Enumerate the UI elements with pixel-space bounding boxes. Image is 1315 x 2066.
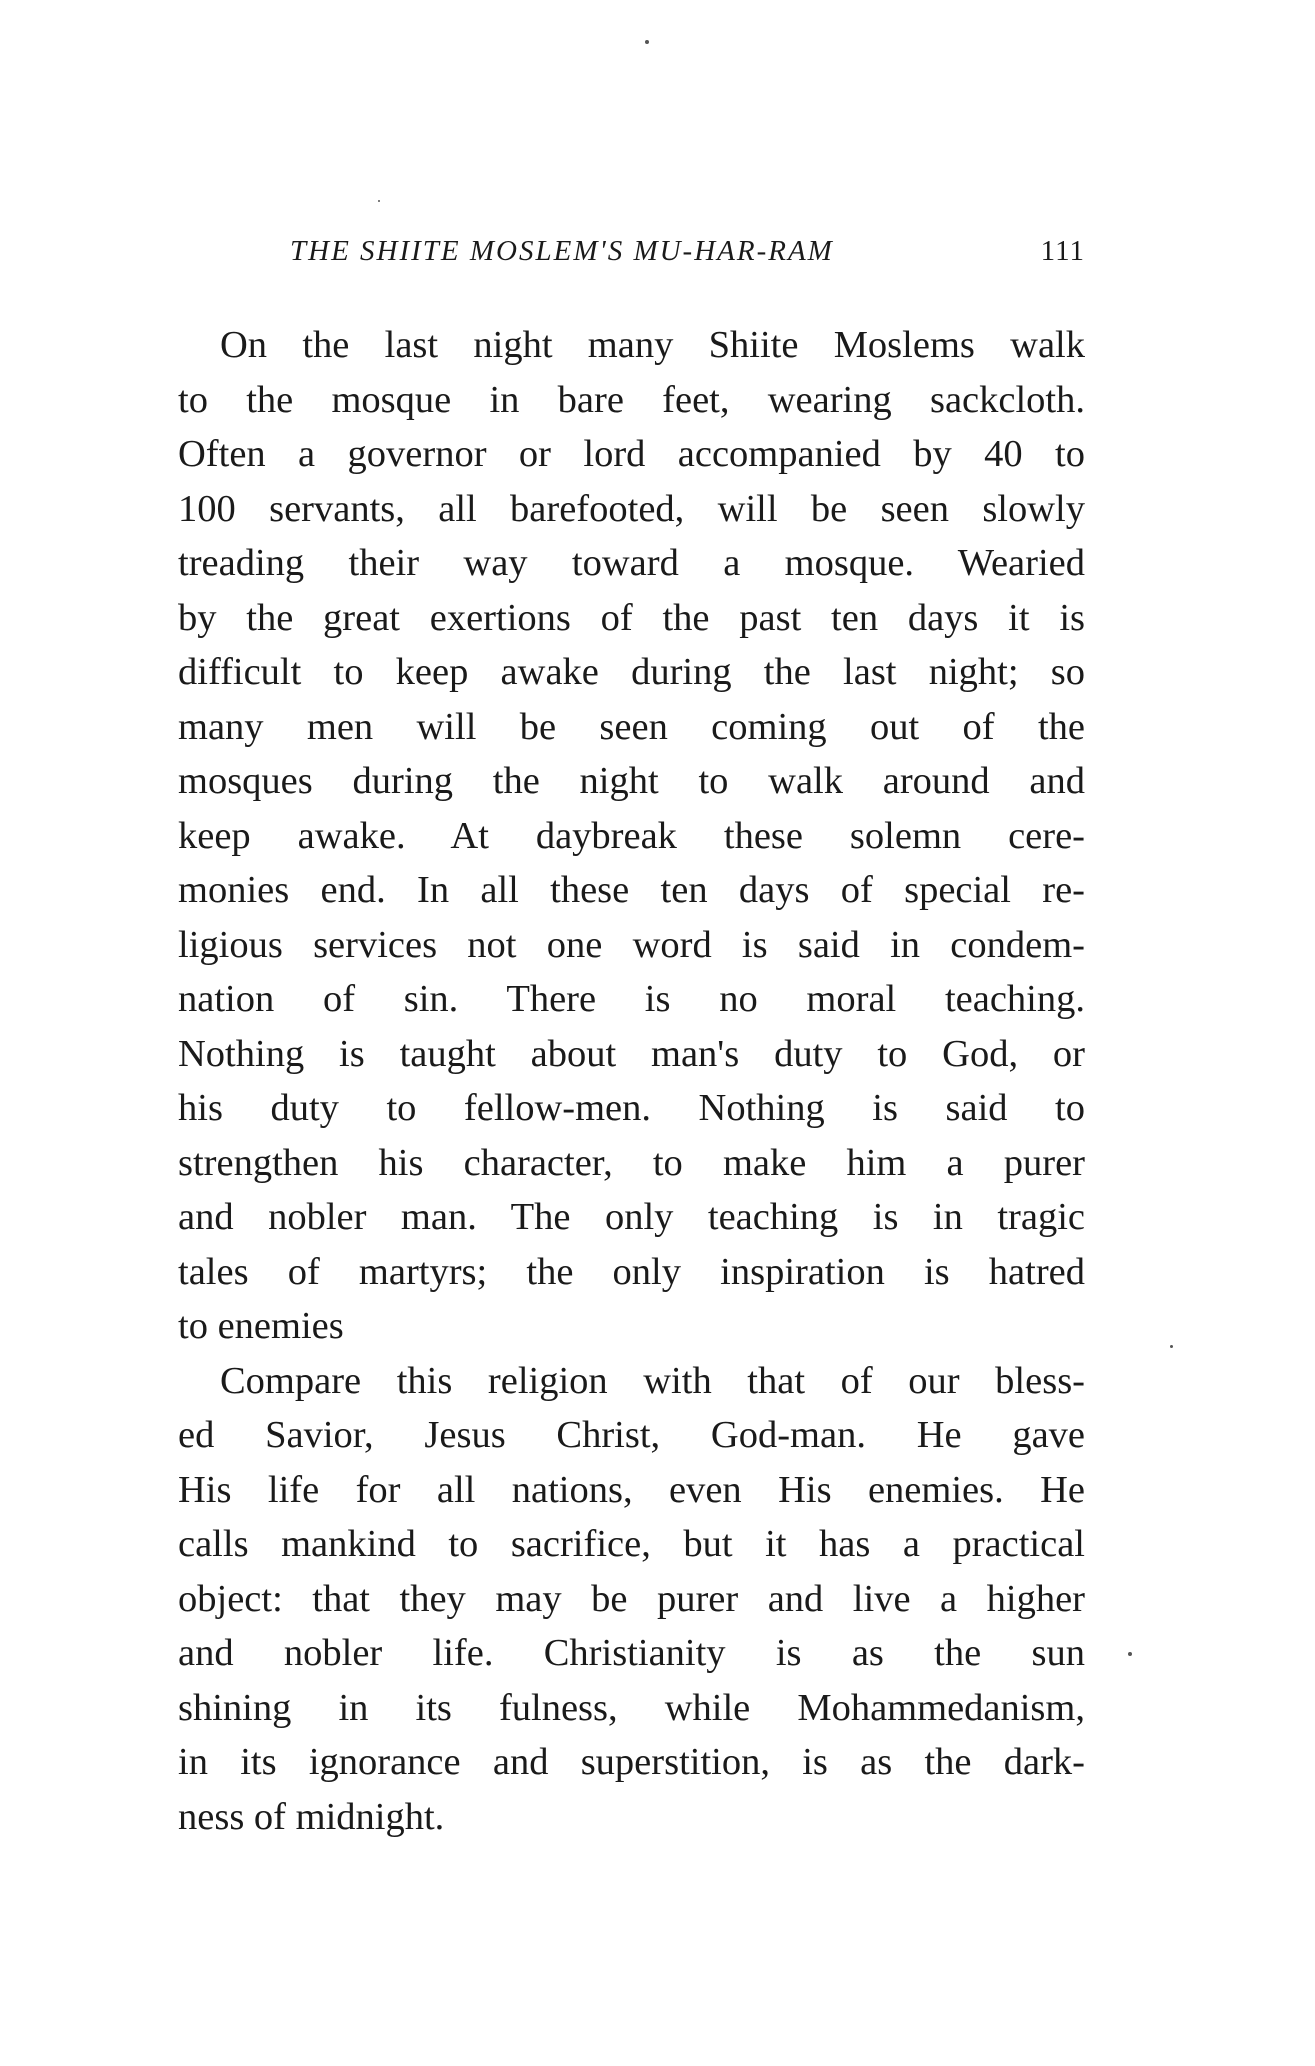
paragraph-1-line: to the mosque in bare feet, wearing sackcloth.: [178, 378, 1085, 421]
paragraph-2-line: shining in its fulness, while Mohammedanism,: [178, 1686, 1085, 1729]
paragraph-2-line: Compare this religion with that of our bless-: [220, 1359, 1085, 1402]
paragraph-2-line: calls mankind to sacrifice, but it has a practical: [178, 1523, 1085, 1565]
paragraph-1-line: Often a governor or lord accompanied by 40 to: [178, 433, 1085, 475]
paragraph-2-line: and nobler life. Christianity is as the sun: [178, 1632, 1085, 1674]
running-title: THE SHIITE MOSLEM'S MU-HAR-RAM: [290, 235, 834, 267]
paragraph-1-line: treading their way toward a mosque. Wearied: [178, 542, 1085, 584]
scan-speck: [1128, 1652, 1132, 1656]
paragraph-1-line: Nothing is taught about man's duty to God, or: [178, 1032, 1085, 1075]
scan-speck: [378, 200, 380, 202]
paragraph-1-line: On the last night many Shiite Moslems walk: [220, 324, 1085, 366]
paragraph-1-line: by the great exertions of the past ten days it is: [178, 596, 1085, 639]
scan-speck: [645, 40, 649, 44]
paragraph-1-line: monies end. In all these ten days of special re-: [178, 869, 1085, 911]
paragraph-1-line: to enemies: [178, 1305, 344, 1347]
paragraph-2-line: object: that they may be purer and live a higher: [178, 1577, 1085, 1620]
paragraph-1-line: strengthen his character, to make him a purer: [178, 1141, 1085, 1184]
paragraph-1-line: keep awake. At daybreak these solemn cere-: [178, 814, 1085, 857]
paragraph-1-line: his duty to fellow-men. Nothing is said to: [178, 1087, 1085, 1129]
page-header: [290, 235, 1085, 279]
scan-speck: [1170, 1345, 1173, 1348]
paragraph-1-line: nation of sin. There is no moral teaching.: [178, 978, 1085, 1020]
paragraph-1-line: mosques during the night to walk around and: [178, 760, 1085, 802]
paragraph-2-line: ed Savior, Jesus Christ, God-man. He gave: [178, 1414, 1085, 1456]
paragraph-1-line: tales of martyrs; the only inspiration is hatred: [178, 1250, 1085, 1293]
page-number: 111: [1040, 235, 1085, 267]
body-text: [178, 318, 1085, 1844]
paragraph-1-line: 100 servants, all barefooted, will be seen slowly: [178, 487, 1085, 530]
paragraph-1-line: ligious services not one word is said in condem-: [178, 923, 1085, 966]
paragraph-2-line: ness of midnight.: [178, 1795, 445, 1838]
paragraph-1-line: and nobler man. The only teaching is in tragic: [178, 1196, 1085, 1238]
paragraph-2-line: His life for all nations, even His enemies. He: [178, 1468, 1085, 1511]
paragraph-1-line: many men will be seen coming out of the: [178, 705, 1085, 748]
paragraph-1-line: difficult to keep awake during the last night; so: [178, 651, 1085, 693]
paragraph-2-line: in its ignorance and superstition, is as the dark-: [178, 1741, 1085, 1783]
